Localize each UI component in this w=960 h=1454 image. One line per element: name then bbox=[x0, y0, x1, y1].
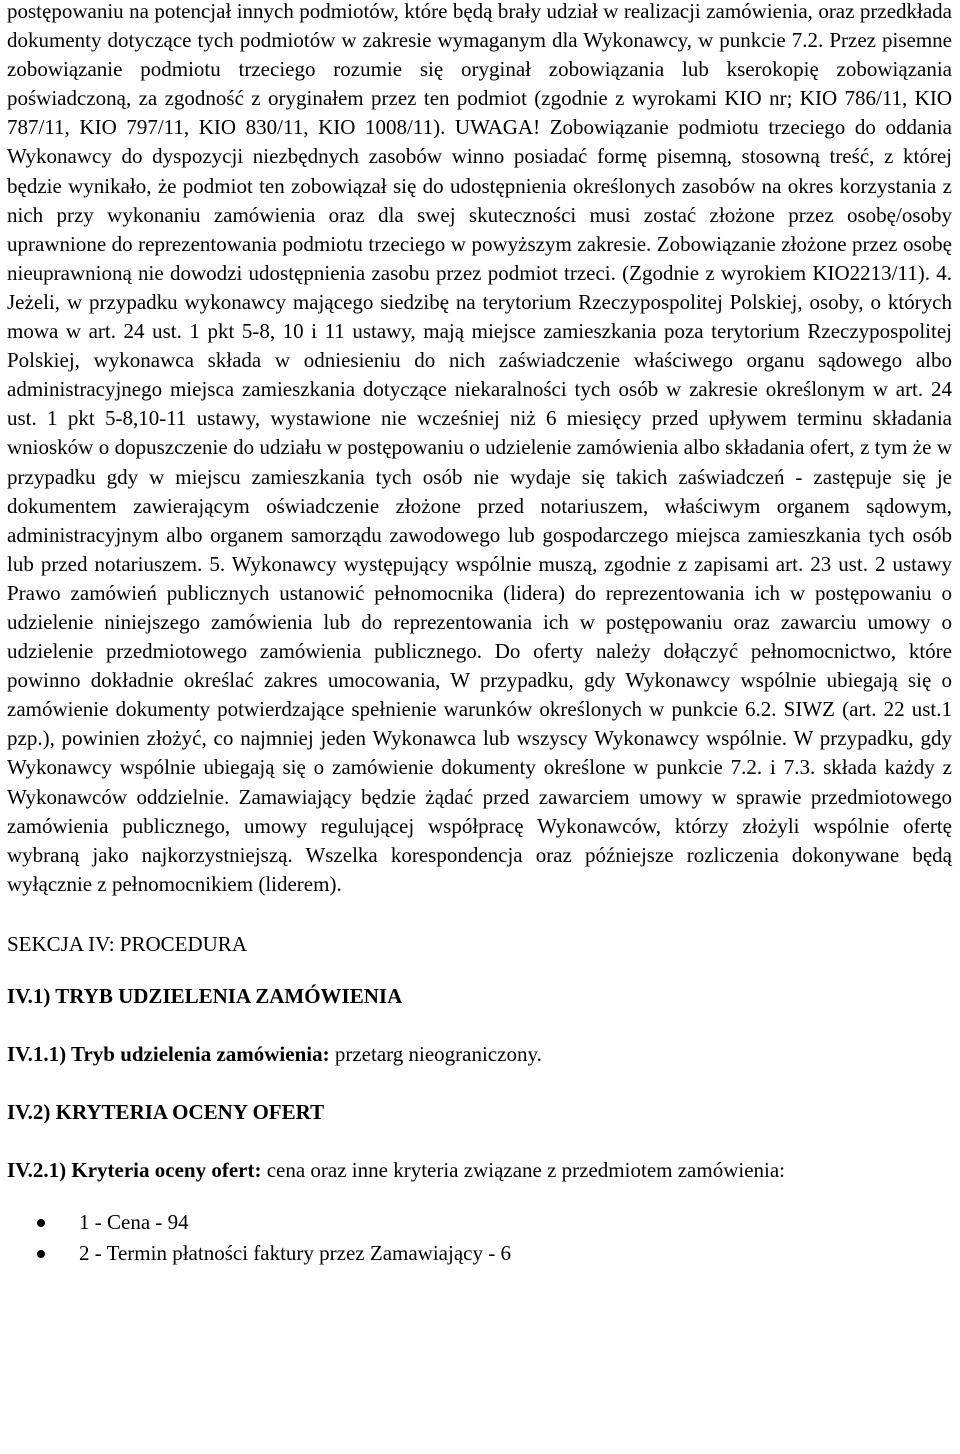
procedure-mode-label: IV.1.1) Tryb udzielenia zamówienia: bbox=[7, 1041, 330, 1066]
criteria-line bbox=[7, 1156, 952, 1185]
criteria-list bbox=[7, 1207, 952, 1269]
procedure-mode-value: przetarg nieograniczony. bbox=[329, 1041, 542, 1066]
list-item bbox=[7, 1207, 952, 1238]
criteria-label: IV.2.1) Kryteria oceny ofert: bbox=[7, 1157, 262, 1182]
heading-iv2: IV.2) KRYTERIA OCENY OFERT bbox=[7, 1099, 325, 1124]
criteria-value: cena oraz inne kryteria związane z przedmiotem zamówienia: bbox=[261, 1157, 786, 1182]
procedure-mode-line bbox=[7, 1040, 952, 1069]
heading-iv1: IV.1) TRYB UDZIELENIA ZAMÓWIENIA bbox=[7, 983, 403, 1008]
criterion-text: 2 - Termin płatności faktury przez Zamawiający - 6 bbox=[79, 1240, 511, 1265]
body-paragraph: postępowaniu na potencjał innych podmiotów, które będą brały udział w realizacji zamówienia, oraz przedkłada dokumenty dotyczące tych podmiotów w zakresie wymaganym dla Wykonawcy, w punkcie 7.2. Przez pisemne zobowiązanie podmiotu trzeciego rozumie się oryginał zobowiązania lub kserokopię zobowiązania poświadczoną, za zgodność z oryginałem przez ten podmiot (zgodnie z wyrokami KIO nr; KIO 786/11, KIO 787/11, KIO 797/11, KIO 830/11, KIO 1008/11). UWAGA! Zobowiązanie podmiotu trzeciego do oddania Wykonawcy do dyspozycji niezbędnych zasobów winno posiadać formę pisemną, stosowną treść, z której będzie wynikało, że podmiot ten zobowiązał się do udostępnienia określonych zasobów na okres korzystania z nich przy wykonaniu zamówienia oraz dla swej skuteczności musi zostać złożone przez osobę/osoby uprawnione do reprezentowania podmiotu trzeciego w powyższym zakresie. Zobowiązanie złożone przez osobę nieuprawnioną nie dowodzi udostępnienia zasobu przez podmiot trzeci. (Zgodnie z wyrokiem KIO2213/11). 4. Jeżeli, w przypadku wykonawcy mającego siedzibę na terytorium Rzeczypospolitej Polskiej, osoby, o których mowa w art. 24 ust. 1 pkt 5-8, 10 i 11 ustawy, mają miejsce zamieszkania poza terytorium Rzeczypospolitej Polskiej, wykonawca składa w odniesieniu do nich zaświadczenie właściwego organu sądowego albo administracyjnego miejsca zamieszkania dotyczące niekaralności tych osób w zakresie określonym w art. 24 ust. 1 pkt 5-8,10-11 ustawy, wystawione nie wcześniej niż 6 miesięcy przed upływem terminu składania wniosków o dopuszczenie do udziału w postępowaniu o udzielenie zamówienia albo składania ofert, z tym że w przypadku gdy w miejscu zamieszkania tych osób nie wydaje się takich zaświadczeń - zastępuje się je dokumentem zawierającym oświadczenie złożone przed notariuszem, właściwym organem sądowym, administracyjnym albo organem samorządu zawodowego lub gospodarczego miejsca zamieszkania tych osób lub przed notariuszem. 5. Wykonawcy występujący wspólnie muszą, zgodnie z zapisami art. 23 ust. 2 ustawy Prawo zamówień publicznych ustanowić pełnomocnika (lidera) do reprezentowania ich w postępowaniu o udzielenie niniejszego zamówienia lub do reprezentowania ich w postępowaniu oraz zawarciu umowy o udzielenie przedmiotowego zamówienia publicznego. Do oferty należy dołączyć pełnomocnictwo, które powinno dokładnie określać zakres umocowania, W przypadku, gdy Wykonawcy wspólnie ubiegają się o zamówienie dokumenty potwierdzające spełnienie warunków określonych w punkcie 6.2. SIWZ (art. 22 ust.1 pzp.), powinien złożyć, co najmniej jeden Wykonawca lub wszyscy Wykonawcy wspólnie. W przypadku, gdy Wykonawcy wspólnie ubiegają się o zamówienie dokumenty określone w punkcie 7.2. i 7.3. składa każdy z Wykonawców oddzielnie. Zamawiający będzie żądać przed zawarciem umowy w sprawie przedmiotowego zamówienia publicznego, umowy regulującej współpracę Wykonawców, którzy złożyli wspólnie ofertę wybraną jako najkorzystniejszą. Wszelka korespondencja oraz późniejsze rozliczenia dokonywane będą wyłącznie z pełnomocnikiem (liderem). bbox=[7, 0, 952, 896]
section-title: SEKCJA IV: PROCEDURA bbox=[7, 931, 247, 956]
bullet-icon bbox=[37, 1219, 45, 1227]
list-item bbox=[7, 1238, 952, 1269]
bullet-icon bbox=[37, 1250, 45, 1258]
criterion-text: 1 - Cena - 94 bbox=[79, 1209, 189, 1234]
